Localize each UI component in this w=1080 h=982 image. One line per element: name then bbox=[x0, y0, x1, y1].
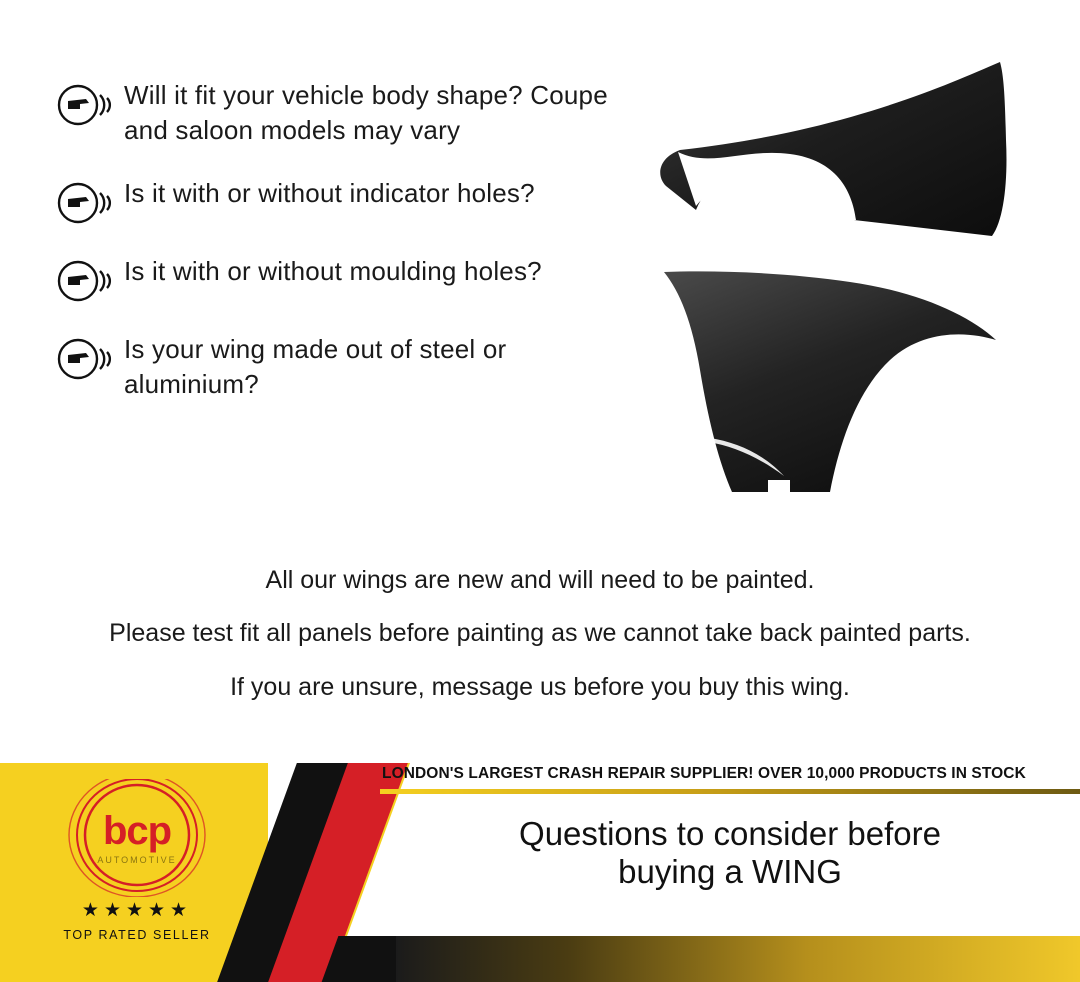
question-item bbox=[56, 176, 656, 226]
logo-brand-text: bcp bbox=[102, 809, 172, 853]
wing-panel-sound-icon bbox=[56, 336, 118, 382]
notes-section bbox=[0, 565, 1080, 725]
wing-panel-sound-icon bbox=[56, 82, 118, 128]
banner-gold-bar bbox=[396, 936, 1080, 982]
logo-mark bbox=[62, 779, 212, 897]
note-text: All our wings are new and will need to be painted. bbox=[265, 566, 815, 594]
banner-title-line1: Questions to consider before bbox=[519, 815, 941, 852]
question-text: Is it with or without indicator holes? bbox=[124, 178, 535, 209]
questions-list bbox=[56, 78, 656, 430]
wing-panel-upper-image bbox=[660, 62, 1006, 236]
tagline-text: LONDON'S LARGEST CRASH REPAIR SUPPLIER! OVER 10,000 PRODUCTS IN STOCK bbox=[382, 765, 1026, 782]
gold-divider bbox=[380, 789, 1080, 794]
question-text: Is it with or without moulding holes? bbox=[124, 256, 542, 287]
banner-title bbox=[400, 815, 1060, 891]
question-item bbox=[56, 332, 656, 402]
bottom-banner bbox=[0, 763, 1080, 982]
rating-stars: ★★★★★ bbox=[81, 900, 193, 921]
note-text: Please test fit all panels before painting as we cannot take back painted parts. bbox=[109, 619, 971, 648]
wing-panel-sound-icon bbox=[56, 258, 118, 304]
note-text: If you are unsure, message us before you buy this wing. bbox=[230, 672, 850, 701]
banner-title-line2: buying a WING bbox=[618, 852, 842, 890]
question-text: Is your wing made out of steel or aluminium? bbox=[124, 334, 507, 400]
question-item bbox=[56, 78, 656, 148]
top-rated-seller-label: TOP RATED SELLER bbox=[63, 928, 211, 942]
question-item bbox=[56, 254, 656, 304]
brand-logo bbox=[22, 779, 252, 969]
wing-panel-lower-image bbox=[664, 271, 996, 492]
wing-panel-sound-icon bbox=[56, 180, 118, 226]
logo-subtitle: AUTOMOTIVE bbox=[97, 855, 177, 865]
wing-product-images bbox=[640, 40, 1060, 520]
question-text: Will it fit your vehicle body shape? Coupe and saloon models may vary bbox=[124, 80, 608, 146]
